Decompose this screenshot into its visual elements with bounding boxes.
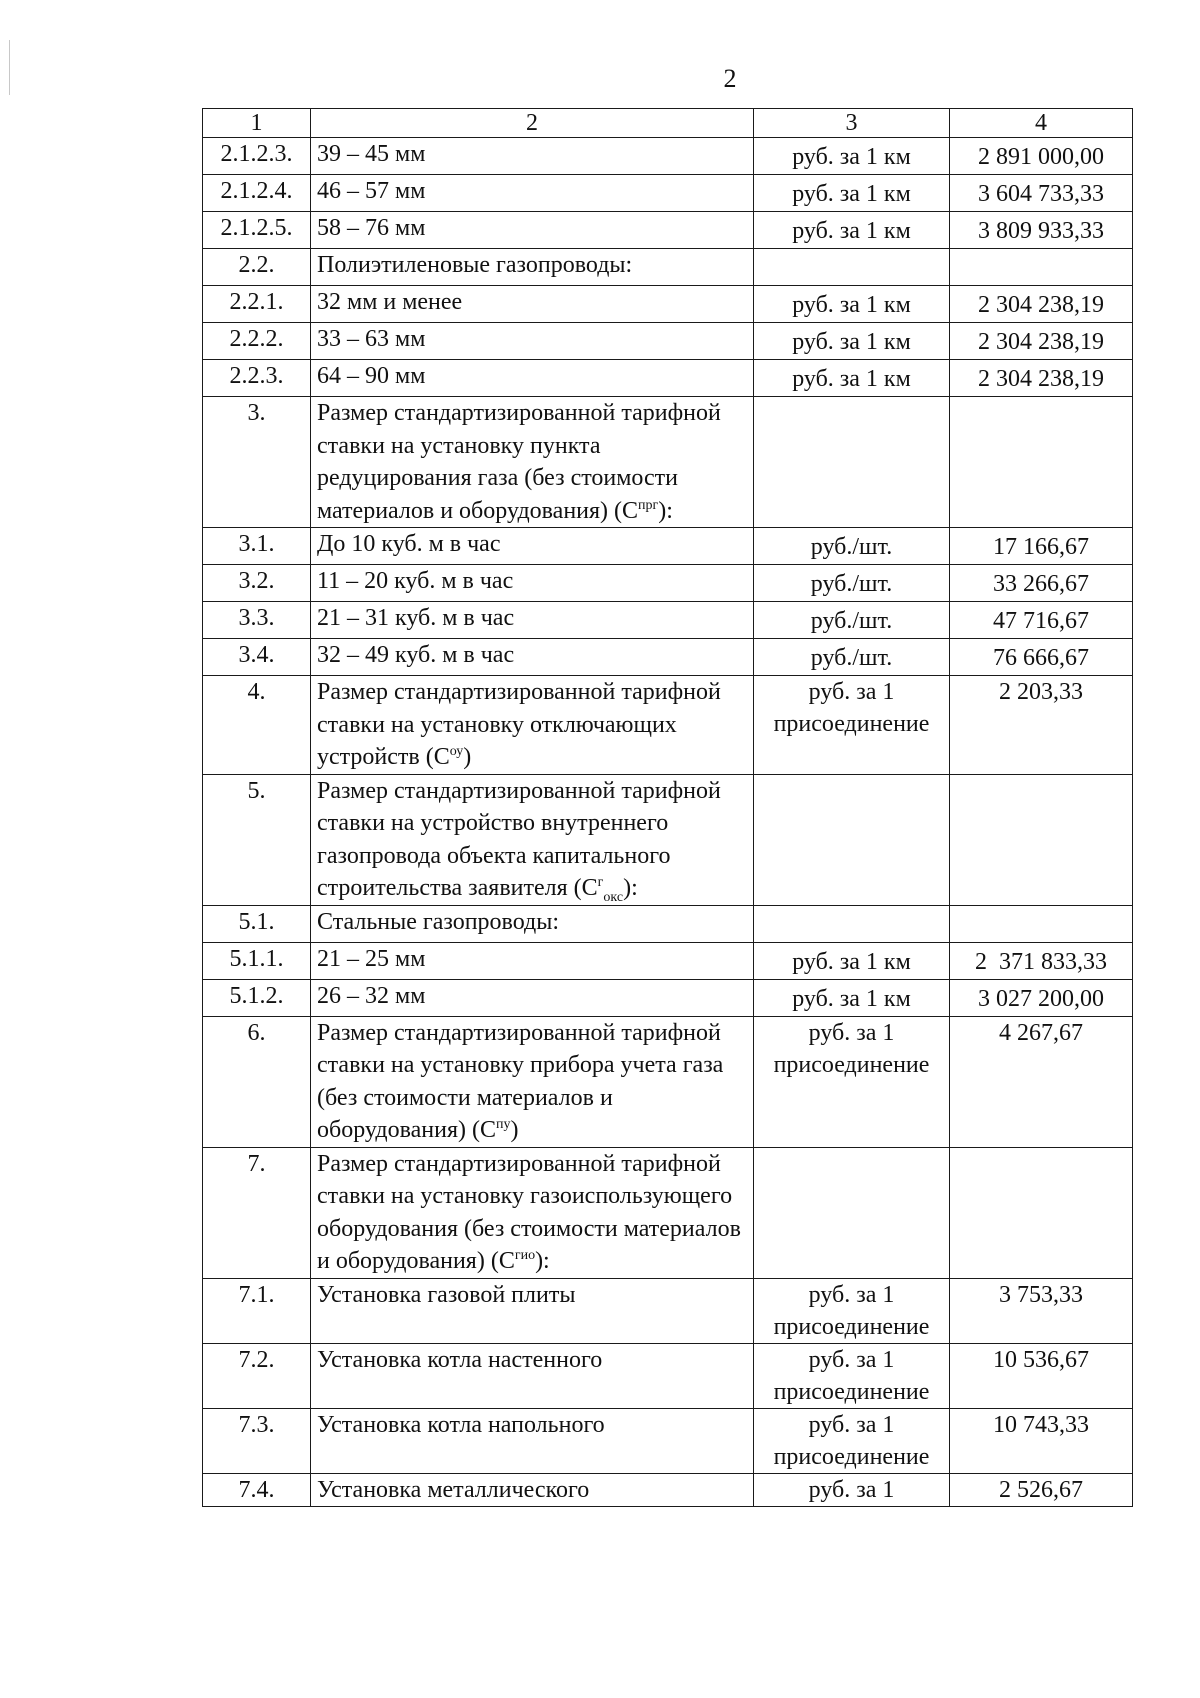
row-value: 10 743,33 — [950, 1408, 1133, 1473]
row-description — [311, 1147, 754, 1278]
row-number: 7.2. — [203, 1343, 311, 1408]
row-value: 2 304 238,19 — [950, 360, 1133, 397]
row-value: 76 666,67 — [950, 639, 1133, 676]
row-description-tail: ): — [535, 1248, 550, 1274]
row-description-text: Размер стандартизированной тарифной ставки на установку прибора учета газа (без стоимости материалов и оборудования) (С — [317, 1019, 724, 1143]
row-unit: руб. за 1 — [754, 1473, 950, 1506]
row-number: 5.1.2. — [203, 979, 311, 1016]
row-unit — [754, 397, 950, 528]
row-value — [950, 397, 1133, 528]
row-description: Установка котла настенного — [311, 1343, 754, 1408]
row-description-sup: гио — [514, 1248, 536, 1263]
row-description: До 10 куб. м в час — [311, 528, 754, 565]
row-description-sup: пу — [495, 1117, 511, 1132]
row-value: 3 809 933,33 — [950, 212, 1133, 249]
row-number: 2.1.2.5. — [203, 212, 311, 249]
row-value — [950, 1147, 1133, 1278]
row-unit: руб. за 1 присоединение — [754, 1408, 950, 1473]
row-unit: руб. за 1 км — [754, 175, 950, 212]
row-number: 2.2.3. — [203, 360, 311, 397]
row-description-tail: ): — [658, 497, 673, 524]
table-row — [203, 639, 1133, 676]
table-row — [203, 1016, 1133, 1147]
row-number: 5.1. — [203, 905, 311, 942]
row-description — [311, 676, 754, 775]
row-description: 58 – 76 мм — [311, 212, 754, 249]
row-description: Полиэтиленовые газопроводы: — [311, 249, 754, 286]
row-unit: руб. за 1 км — [754, 942, 950, 979]
row-unit: руб./шт. — [754, 602, 950, 639]
table-row — [203, 1343, 1133, 1408]
row-number: 5.1.1. — [203, 942, 311, 979]
row-description: 32 мм и менее — [311, 286, 754, 323]
table-row — [203, 286, 1133, 323]
table-row — [203, 138, 1133, 175]
row-description: 64 – 90 мм — [311, 360, 754, 397]
row-unit: руб. за 1 км — [754, 212, 950, 249]
row-number: 3.2. — [203, 565, 311, 602]
row-description: 33 – 63 мм — [311, 323, 754, 360]
row-description — [311, 774, 754, 905]
row-value: 2 304 238,19 — [950, 323, 1133, 360]
row-number: 3.1. — [203, 528, 311, 565]
row-number: 2.1.2.3. — [203, 138, 311, 175]
row-description-tail: ) — [463, 744, 472, 770]
row-unit: руб. за 1 присоединение — [754, 1278, 950, 1343]
row-unit: руб. за 1 км — [754, 286, 950, 323]
row-description: 21 – 25 мм — [311, 942, 754, 979]
table-row — [203, 1147, 1133, 1278]
table-row — [203, 528, 1133, 565]
row-value: 2 891 000,00 — [950, 138, 1133, 175]
table-row — [203, 360, 1133, 397]
row-description: 21 – 31 куб. м в час — [311, 602, 754, 639]
table-row — [203, 979, 1133, 1016]
row-unit: руб. за 1 км — [754, 360, 950, 397]
row-value: 3 753,33 — [950, 1278, 1133, 1343]
table-row — [203, 905, 1133, 942]
table-row — [203, 323, 1133, 360]
row-description: 11 – 20 куб. м в час — [311, 565, 754, 602]
row-value — [950, 249, 1133, 286]
row-description: 32 – 49 куб. м в час — [311, 639, 754, 676]
row-description-tail: ): — [623, 875, 638, 901]
row-value: 3 604 733,33 — [950, 175, 1133, 212]
row-value: 47 716,67 — [950, 602, 1133, 639]
row-value: 2 526,67 — [950, 1473, 1133, 1506]
row-description: 46 – 57 мм — [311, 175, 754, 212]
row-number: 2.1.2.4. — [203, 175, 311, 212]
row-description — [311, 397, 754, 528]
table-row — [203, 212, 1133, 249]
row-number: 7.1. — [203, 1278, 311, 1343]
row-unit: руб./шт. — [754, 528, 950, 565]
header-col-4: 4 — [950, 109, 1133, 138]
table-row — [203, 774, 1133, 905]
table-row — [203, 602, 1133, 639]
row-description: Стальные газопроводы: — [311, 905, 754, 942]
table-row — [203, 676, 1133, 775]
row-description-text: Размер стандартизированной тарифной ставки на установку отключающих устройств (С — [317, 679, 721, 770]
table-row — [203, 1473, 1133, 1506]
row-number: 3.3. — [203, 602, 311, 639]
row-value: 10 536,67 — [950, 1343, 1133, 1408]
row-unit: руб. за 1 присоединение — [754, 1016, 950, 1147]
row-unit — [754, 249, 950, 286]
row-value: 4 267,67 — [950, 1016, 1133, 1147]
row-number: 2.2. — [203, 249, 311, 286]
row-unit: руб. за 1 присоединение — [754, 676, 950, 775]
table-row — [203, 1408, 1133, 1473]
row-description-sub: окс — [603, 889, 624, 905]
row-number: 5. — [203, 774, 311, 905]
row-description-sup: оу — [449, 744, 464, 759]
row-description: 26 – 32 мм — [311, 979, 754, 1016]
row-description: Установка газовой плиты — [311, 1278, 754, 1343]
row-number: 3. — [203, 397, 311, 528]
row-number: 7. — [203, 1147, 311, 1278]
row-value: 17 166,67 — [950, 528, 1133, 565]
table-row — [203, 249, 1133, 286]
row-unit: руб./шт. — [754, 565, 950, 602]
row-description: 39 – 45 мм — [311, 138, 754, 175]
header-col-2: 2 — [311, 109, 754, 138]
row-unit — [754, 1147, 950, 1278]
row-description-text: Размер стандартизированной тарифной ставки на устройство внутреннего газопровода объекта капитального строительства заявителя (С — [317, 777, 721, 901]
row-number: 2.2.2. — [203, 323, 311, 360]
row-unit: руб./шт. — [754, 639, 950, 676]
row-value: 2 203,33 — [950, 676, 1133, 775]
row-value: 2 304 238,19 — [950, 286, 1133, 323]
row-number: 7.3. — [203, 1408, 311, 1473]
row-number: 7.4. — [203, 1473, 311, 1506]
row-unit: руб. за 1 присоединение — [754, 1343, 950, 1408]
row-description-text: Размер стандартизированной тарифной ставки на установку газоиспользующего оборудования (без стоимости материалов и оборудования) (С — [317, 1150, 741, 1274]
row-value: 2 371 833,33 — [950, 942, 1133, 979]
table-header-row — [203, 109, 1133, 138]
tariff-table — [202, 108, 1133, 1507]
row-description-text: Размер стандартизированной тарифной ставки на установку пункта редуцирования газа (без стоимости материалов и оборудования) (С — [317, 400, 721, 524]
row-value — [950, 905, 1133, 942]
row-value: 3 027 200,00 — [950, 979, 1133, 1016]
row-description: Установка котла напольного — [311, 1408, 754, 1473]
row-unit: руб. за 1 км — [754, 979, 950, 1016]
row-description-tail: ) — [510, 1117, 519, 1143]
table-row — [203, 565, 1133, 602]
table-row — [203, 1278, 1133, 1343]
header-col-3: 3 — [754, 109, 950, 138]
row-description-sup: прг — [638, 497, 659, 513]
table-row — [203, 942, 1133, 979]
row-unit — [754, 774, 950, 905]
row-number: 6. — [203, 1016, 311, 1147]
row-unit: руб. за 1 км — [754, 323, 950, 360]
page-number: 2 — [723, 64, 737, 93]
row-description-sup: г — [597, 875, 604, 890]
row-value — [950, 774, 1133, 905]
row-unit: руб. за 1 км — [754, 138, 950, 175]
row-description: Установка металлического — [311, 1473, 754, 1506]
row-number: 3.4. — [203, 639, 311, 676]
table-row — [203, 397, 1133, 528]
header-col-1: 1 — [203, 109, 311, 138]
row-description — [311, 1016, 754, 1147]
row-unit — [754, 905, 950, 942]
row-number: 2.2.1. — [203, 286, 311, 323]
table-row — [203, 175, 1133, 212]
row-number: 4. — [203, 676, 311, 775]
row-value: 33 266,67 — [950, 565, 1133, 602]
